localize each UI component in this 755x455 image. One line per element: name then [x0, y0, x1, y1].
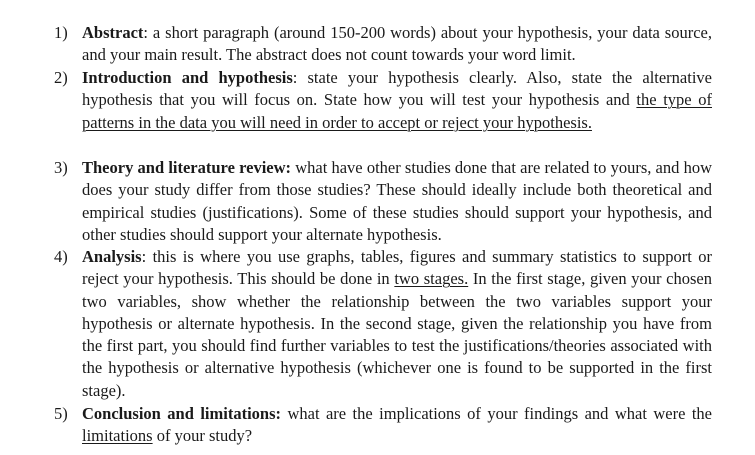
list-number: 3): [54, 158, 68, 177]
list-number: 2): [54, 68, 68, 87]
item-text: : a short paragraph (around 150-200 words) about your hypothesis, your data source, and your main result. The abstract does not count towards your word limit.: [82, 23, 712, 65]
underlined-text: two stages.: [394, 269, 469, 289]
item-heading: Introduction and hypothesis: [82, 68, 293, 87]
item-text: what have other studies done that are related to yours, and how does your study differ from those studies? These should ideally include both theoretical and empirical studies (justifications). Some of these studies should support your hypothesis, and other studies should support your alternate hypothesis.: [82, 158, 712, 244]
item-text-continued: In the first stage, given your chosen two variables, show whether the relationship between the two variables support your hypothesis or alternate hypothesis. In the second stage, given the relationship you have from the first part, you should find further variables to test the justifications/theories associated with the hypothesis or alternative hypothesis (whichever one is found to be supported in the first stage).: [82, 269, 712, 400]
list-item-body: [82, 22, 712, 67]
item-text: : state your hypothesis clearly. Also, state the alternative hypothesis that you will focus on. State how you will test your hypothesis and: [82, 68, 712, 110]
list-item-body: [82, 157, 712, 246]
list-item-body: [82, 403, 712, 448]
item-text: what are the implications of your findings and what were the: [281, 404, 712, 423]
item-text: : this is where you use graphs, tables, figures and summary statistics to support or reject your hypothesis. This should be done in: [82, 247, 712, 289]
item-heading: Theory and literature review:: [82, 158, 292, 177]
list-number: 5): [54, 404, 68, 423]
item-heading: Conclusion and limitations:: [82, 404, 282, 423]
underlined-text: the type of patterns in the data you will need in order to accept or reject your hypothesis.: [82, 90, 712, 132]
item-heading: Abstract: [82, 23, 144, 42]
item-heading: Analysis: [82, 247, 142, 266]
item-text-continued: of your study?: [152, 426, 253, 446]
list-item-body: [82, 67, 712, 134]
underlined-text: limitations: [82, 426, 153, 446]
list-item-body: [82, 246, 712, 402]
list-number: 4): [54, 247, 68, 266]
list-number: 1): [54, 23, 68, 42]
